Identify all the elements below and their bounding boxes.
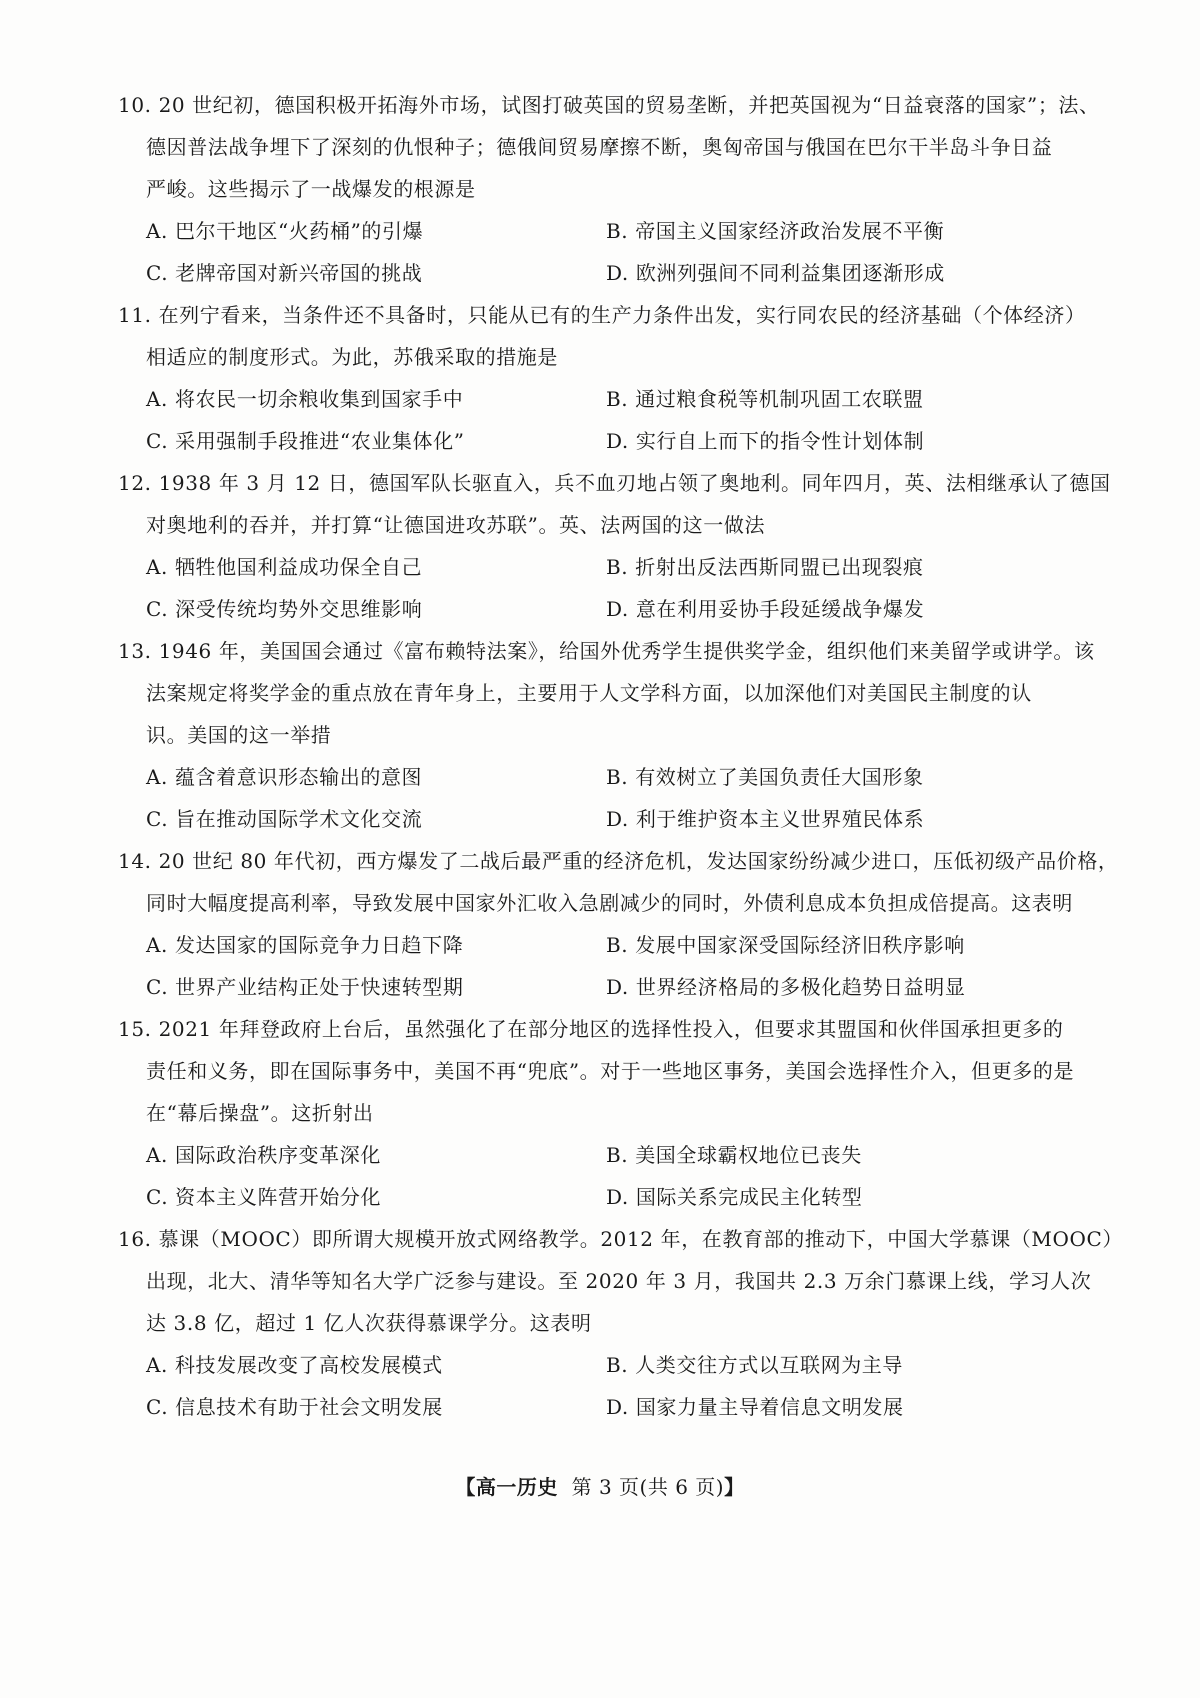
answer-option-d: D. 国际关系完成民主化转型 bbox=[606, 1185, 863, 1209]
answer-options bbox=[118, 1134, 1038, 1218]
answer-option-a: A. 将农民一切余粮收集到国家手中 bbox=[146, 387, 464, 411]
answer-option-d: D. 世界经济格局的多极化趋势日益明显 bbox=[606, 975, 966, 999]
answer-option-c: C. 深受传统均势外交思维影响 bbox=[146, 597, 423, 621]
question-stem bbox=[118, 840, 1119, 924]
question-16 bbox=[118, 1218, 1123, 1428]
question-stem bbox=[118, 1008, 1075, 1134]
footer-subject: 高一历史 bbox=[475, 1475, 558, 1499]
answer-option-a: A. 国际政治秩序变革深化 bbox=[146, 1143, 381, 1167]
answer-option-c: C. 老牌帝国对新兴帝国的挑战 bbox=[146, 261, 423, 285]
answer-option-b: B. 折射出反法西斯同盟已出现裂痕 bbox=[606, 555, 924, 579]
question-stem bbox=[118, 84, 1100, 210]
question-stem bbox=[118, 630, 1095, 756]
question-13 bbox=[118, 630, 1095, 840]
answer-option-d: D. 利于维护资本主义世界殖民体系 bbox=[606, 807, 925, 831]
answer-option-b: B. 帝国主义国家经济政治发展不平衡 bbox=[606, 219, 945, 243]
question-stem-line: 16. 慕课（MOOC）即所谓大规模开放式网络教学。2012 年，在教育部的推动下，中国大学慕课（MOOC） bbox=[118, 1227, 1123, 1251]
question-list bbox=[118, 84, 1123, 1428]
question-stem-line: 责任和义务，即在国际事务中，美国不再“兜底”。对于一些地区事务，美国会选择性介入，但更多的是 bbox=[146, 1059, 1075, 1083]
answer-option-d: D. 实行自上而下的指令性计划体制 bbox=[606, 429, 925, 453]
answer-option-c: C. 旨在推动国际学术文化交流 bbox=[146, 807, 423, 831]
question-stem-line: 10. 20 世纪初，德国积极开拓海外市场，试图打破英国的贸易垄断，并把英国视为“日益衰落的国家”；法、 bbox=[118, 93, 1100, 117]
answer-options bbox=[118, 378, 1038, 462]
question-stem bbox=[118, 462, 1111, 546]
question-stem-line: 德因普法战争埋下了深刻的仇恨种子；德俄间贸易摩擦不断，奥匈帝国与俄国在巴尔干半岛斗争日益 bbox=[146, 135, 1053, 159]
question-stem-line: 在“幕后操盘”。这折射出 bbox=[146, 1101, 374, 1125]
answer-option-b: B. 有效树立了美国负责任大国形象 bbox=[606, 765, 924, 789]
question-stem-line: 出现，北大、清华等知名大学广泛参与建设。至 2020 年 3 月，我国共 2.3 万余门慕课上线，学习人次 bbox=[146, 1269, 1092, 1293]
answer-option-c: C. 资本主义阵营开始分化 bbox=[146, 1185, 382, 1209]
answer-options bbox=[118, 546, 1038, 630]
question-10 bbox=[118, 84, 1100, 294]
answer-option-b: B. 人类交往方式以互联网为主导 bbox=[606, 1353, 904, 1377]
question-stem-line: 14. 20 世纪 80 年代初，西方爆发了二战后最严重的经济危机，发达国家纷纷减少进口，压低初级产品价格， bbox=[118, 849, 1119, 873]
answer-option-a: A. 牺牲他国利益成功保全自己 bbox=[146, 555, 423, 579]
footer-bracket-open: 【 bbox=[455, 1475, 476, 1499]
question-stem-line: 识。美国的这一举措 bbox=[146, 723, 332, 747]
question-11 bbox=[118, 294, 1086, 462]
question-stem-line: 对奥地利的吞并，并打算“让德国进攻苏联”。英、法两国的这一做法 bbox=[146, 513, 766, 537]
question-stem-line: 11. 在列宁看来，当条件还不具备时，只能从已有的生产力条件出发，实行同农民的经济基础（个体经济） bbox=[118, 303, 1086, 327]
answer-option-b: B. 通过粮食税等机制巩固工农联盟 bbox=[606, 387, 924, 411]
question-stem-line: 相适应的制度形式。为此，苏俄采取的措施是 bbox=[146, 345, 558, 369]
answer-options bbox=[118, 1344, 1038, 1428]
answer-option-a: A. 蕴含着意识形态输出的意图 bbox=[146, 765, 423, 789]
question-15 bbox=[118, 1008, 1075, 1218]
answer-option-c: C. 采用强制手段推进“农业集体化” bbox=[146, 429, 465, 453]
answer-option-a: A. 科技发展改变了高校发展模式 bbox=[146, 1353, 443, 1377]
question-stem-line: 严峻。这些揭示了一战爆发的根源是 bbox=[146, 177, 476, 201]
answer-options bbox=[118, 924, 1038, 1008]
answer-options bbox=[118, 756, 1038, 840]
question-stem bbox=[118, 294, 1086, 378]
question-14 bbox=[118, 840, 1119, 1008]
answer-option-c: C. 信息技术有助于社会文明发展 bbox=[146, 1395, 443, 1419]
answer-option-d: D. 欧洲列强间不同利益集团逐渐形成 bbox=[606, 261, 945, 285]
question-stem-line: 达 3.8 亿，超过 1 亿人次获得慕课学分。这表明 bbox=[146, 1311, 592, 1335]
answer-options bbox=[118, 210, 1038, 294]
question-stem-line: 12. 1938 年 3 月 12 日，德国军队长驱直入，兵不血刃地占领了奥地利。同年四月，英、法相继承认了德国 bbox=[118, 471, 1111, 495]
page-footer bbox=[0, 1472, 1200, 1502]
question-stem-line: 同时大幅度提高利率，导致发展中国家外汇收入急剧减少的同时，外债利息成本负担成倍提高。这表明 bbox=[146, 891, 1073, 915]
answer-option-d: D. 国家力量主导着信息文明发展 bbox=[606, 1395, 904, 1419]
answer-option-b: B. 发展中国家深受国际经济旧秩序影响 bbox=[606, 933, 965, 957]
answer-option-b: B. 美国全球霸权地位已丧失 bbox=[606, 1143, 862, 1167]
question-12 bbox=[118, 462, 1111, 630]
answer-option-a: A. 巴尔干地区“火药桶”的引爆 bbox=[146, 219, 424, 243]
question-stem bbox=[118, 1218, 1123, 1344]
question-stem-line: 法案规定将奖学金的重点放在青年身上，主要用于人文学科方面，以加深他们对美国民主制度的认 bbox=[146, 681, 1032, 705]
question-stem-line: 13. 1946 年，美国国会通过《富布赖特法案》，给国外优秀学生提供奖学金，组织他们来美留学或讲学。该 bbox=[118, 639, 1095, 663]
answer-option-d: D. 意在利用妥协手段延缓战争爆发 bbox=[606, 597, 925, 621]
footer-page-number: 第 3 页(共 6 页) bbox=[571, 1475, 725, 1499]
footer-bracket-close: 】 bbox=[724, 1475, 745, 1499]
answer-option-c: C. 世界产业结构正处于快速转型期 bbox=[146, 975, 464, 999]
question-stem-line: 15. 2021 年拜登政府上台后，虽然强化了在部分地区的选择性投入，但要求其盟国和伙伴国承担更多的 bbox=[118, 1017, 1064, 1041]
answer-option-a: A. 发达国家的国际竞争力日趋下降 bbox=[146, 933, 464, 957]
